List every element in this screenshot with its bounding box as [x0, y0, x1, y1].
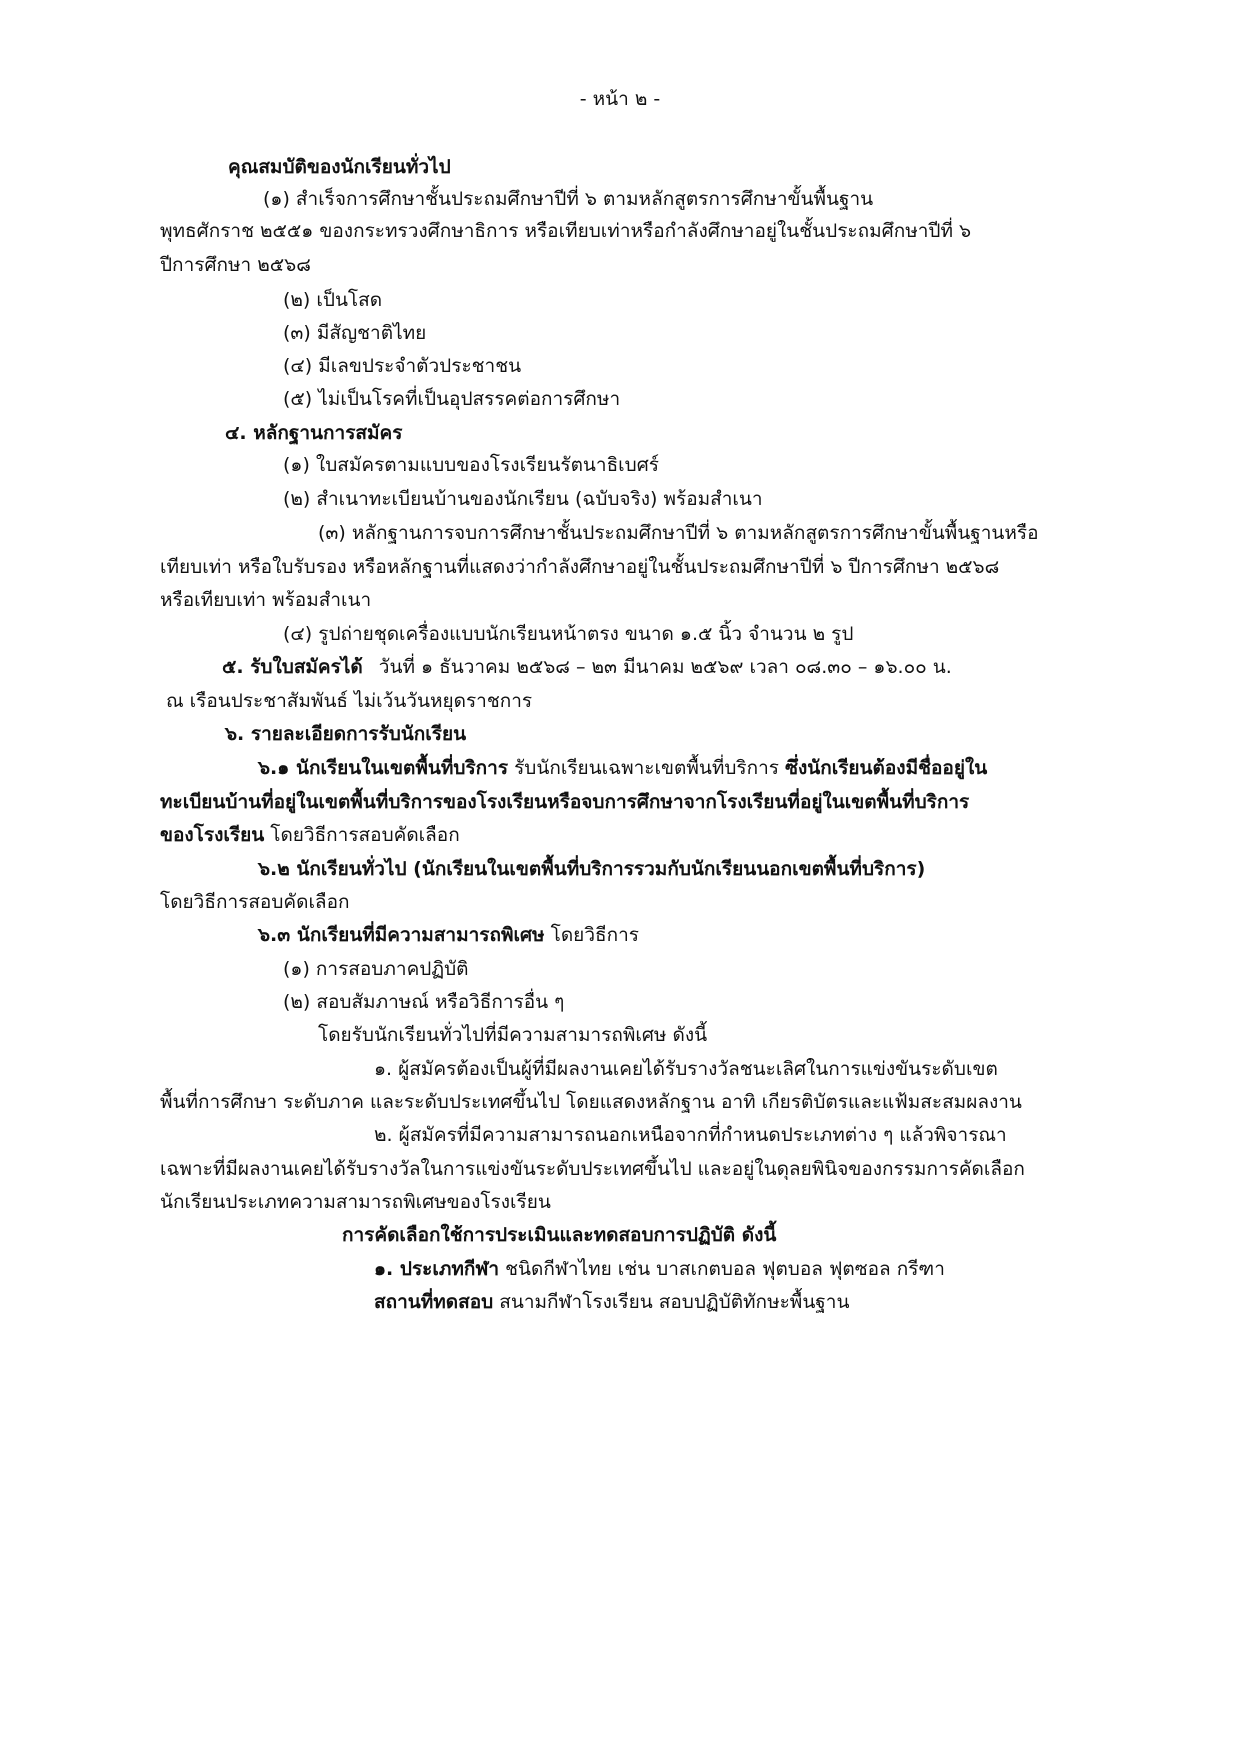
qualification-item-5: (๕) ไม่เป็นโรคที่เป็นอุปสรรคต่อการศึกษา [283, 388, 621, 410]
sport-label: ๑. ประเภทกีฬา [374, 1258, 500, 1280]
section-6-3-item-2: (๒) สอบสัมภาษณ์ หรือวิธีการอื่น ๆ [283, 991, 565, 1013]
qualification-item-1: (๑) สำเร็จการศึกษาชั้นประถมศึกษาปีที่ ๖ ตามหลักสูตรการศึกษาขั้นพื้นฐาน [263, 188, 874, 210]
sport-category [374, 1256, 945, 1282]
condition-1: ๑. ผู้สมัครต้องเป็นผู้ที่มีผลงานเคยได้รับรางวัลชนะเลิศในการแข่งขันระดับเขต [374, 1058, 998, 1080]
condition-2-cont: เฉพาะที่มีผลงานเคยได้รับรางวัลในการแข่งขันระดับประเทศขึ้นไป และอยู่ในดุลยพินิจของกรรมการคัดเลือก [160, 1158, 1025, 1180]
evidence-item-3-cont: เทียบเท่า หรือใบรับรอง หรือหลักฐานที่แสดงว่ากำลังศึกษาอยู่ในชั้นประถมศึกษาปีที่ ๖ ปีการศึกษา ๒๕๖๘ [160, 556, 1000, 578]
evidence-item-3: (๓) หลักฐานการจบการศึกษาชั้นประถมศึกษาปีที่ ๖ ตามหลักสูตรการศึกษาขั้นพื้นฐานหรือ [318, 522, 1039, 544]
section-6-1-school: ของโรงเรียน [160, 824, 265, 846]
section-6-1-text: รับนักเรียนเฉพาะเขตพื้นที่บริการ [514, 757, 780, 779]
evidence-item-2: (๒) สำเนาทะเบียนบ้านของนักเรียน (ฉบับจริง) พร้อมสำเนา [283, 488, 763, 510]
condition-2: ๒. ผู้สมัครที่มีความสามารถนอกเหนือจากที่กำหนดประเภทต่าง ๆ แล้วพิจารณา [374, 1124, 1007, 1146]
section-6-2-title: ๖.๒ นักเรียนทั่วไป (นักเรียนในเขตพื้นที่บริการรวมกับนักเรียนนอกเขตพื้นที่บริการ) [258, 858, 926, 880]
condition-2-cont2: นักเรียนประเภทความสามารถพิเศษของโรงเรียน [160, 1191, 551, 1213]
condition-1-cont: พื้นที่การศึกษา ระดับภาค และระดับประเทศขึ้นไป โดยแสดงหลักฐาน อาทิ เกียรติบัตรและแฟ้มสะสมผลงาน [160, 1091, 1022, 1113]
evidence-item-4: (๔) รูปถ่ายชุดเครื่องแบบนักเรียนหน้าตรง ขนาด ๑.๕ นิ้ว จำนวน ๒ รูป [283, 623, 854, 645]
section-5 [222, 654, 952, 680]
qualification-item-2: (๒) เป็นโสด [283, 289, 383, 311]
section-6-1-method: โดยวิธีการสอบคัดเลือก [270, 824, 460, 846]
selection-heading: การคัดเลือกใช้การประเมินและทดสอบการปฏิบัติ ดังนี้ [342, 1224, 777, 1246]
qualification-item-1-cont: พุทธศักราช ๒๕๕๑ ของกระทรวงศึกษาธิการ หรือเทียบเท่าหรือกำลังศึกษาอยู่ในชั้นประถมศึกษาปีที่ ๖ [160, 220, 972, 242]
evidence-item-3-cont2: หรือเทียบเท่า พร้อมสำเนา [160, 589, 372, 611]
section-6-1-cont2 [160, 822, 460, 848]
section-6-1-cont: ทะเบียนบ้านที่อยู่ในเขตพื้นที่บริการของโรงเรียนหรือจบการศึกษาจากโรงเรียนที่อยู่ในเขตพื้นที่บริการ [160, 791, 970, 813]
qualification-item-3: (๓) มีสัญชาติไทย [283, 322, 427, 344]
section-6-1-title: ๖.๑ นักเรียนในเขตพื้นที่บริการ [258, 757, 509, 779]
qualification-item-4: (๔) มีเลขประจำตัวประชาชน [283, 355, 522, 377]
section-6-1-bold-tail: ซึ่งนักเรียนต้องมีชื่ออยู่ใน [785, 757, 988, 779]
venue-label: สถานที่ทดสอบ [374, 1291, 494, 1313]
qualification-item-1-cont2: ปีการศึกษา ๒๕๖๘ [160, 254, 311, 276]
section-6-1 [258, 755, 987, 781]
application-location: ณ เรือนประชาสัมพันธ์ ไม่เว้นวันหยุดราชการ [166, 690, 533, 712]
test-venue [374, 1289, 849, 1315]
section-6-3-item-1: (๑) การสอบภาคปฏิบัติ [283, 958, 469, 980]
section-6-3-intro: โดยรับนักเรียนทั่วไปที่มีความสามารถพิเศษ ดังนี้ [318, 1024, 708, 1046]
section-4-heading: ๔. หลักฐานการสมัคร [225, 422, 403, 444]
qualifications-heading: คุณสมบัติของนักเรียนทั่วไป [228, 156, 451, 178]
evidence-item-1: (๑) ใบสมัครตามแบบของโรงเรียนรัตนาธิเบศร์ [283, 454, 660, 476]
section-6-3-title: ๖.๓ นักเรียนที่มีความสามารถพิเศษ [258, 924, 545, 946]
section-6-2-method: โดยวิธีการสอบคัดเลือก [160, 891, 350, 913]
section-5-heading: ๕. รับใบสมัครได้ [222, 656, 363, 678]
sport-text: ชนิดกีฬาไทย เช่น บาสเกตบอล ฟุตบอล ฟุตซอล กรีฑา [505, 1258, 945, 1280]
page-number: - หน้า ๒ - [579, 88, 661, 110]
section-6-3 [258, 922, 639, 948]
application-dates: วันที่ ๑ ธันวาคม ๒๕๖๘ – ๒๓ มีนาคม ๒๕๖๙ เวลา ๐๘.๓๐ – ๑๖.๐๐ น. [378, 656, 952, 678]
section-6-heading: ๖. รายละเอียดการรับนักเรียน [225, 723, 467, 745]
section-6-3-text: โดยวิธีการ [550, 924, 639, 946]
venue-text: สนามกีฬาโรงเรียน สอบปฏิบัติทักษะพื้นฐาน [499, 1291, 850, 1313]
